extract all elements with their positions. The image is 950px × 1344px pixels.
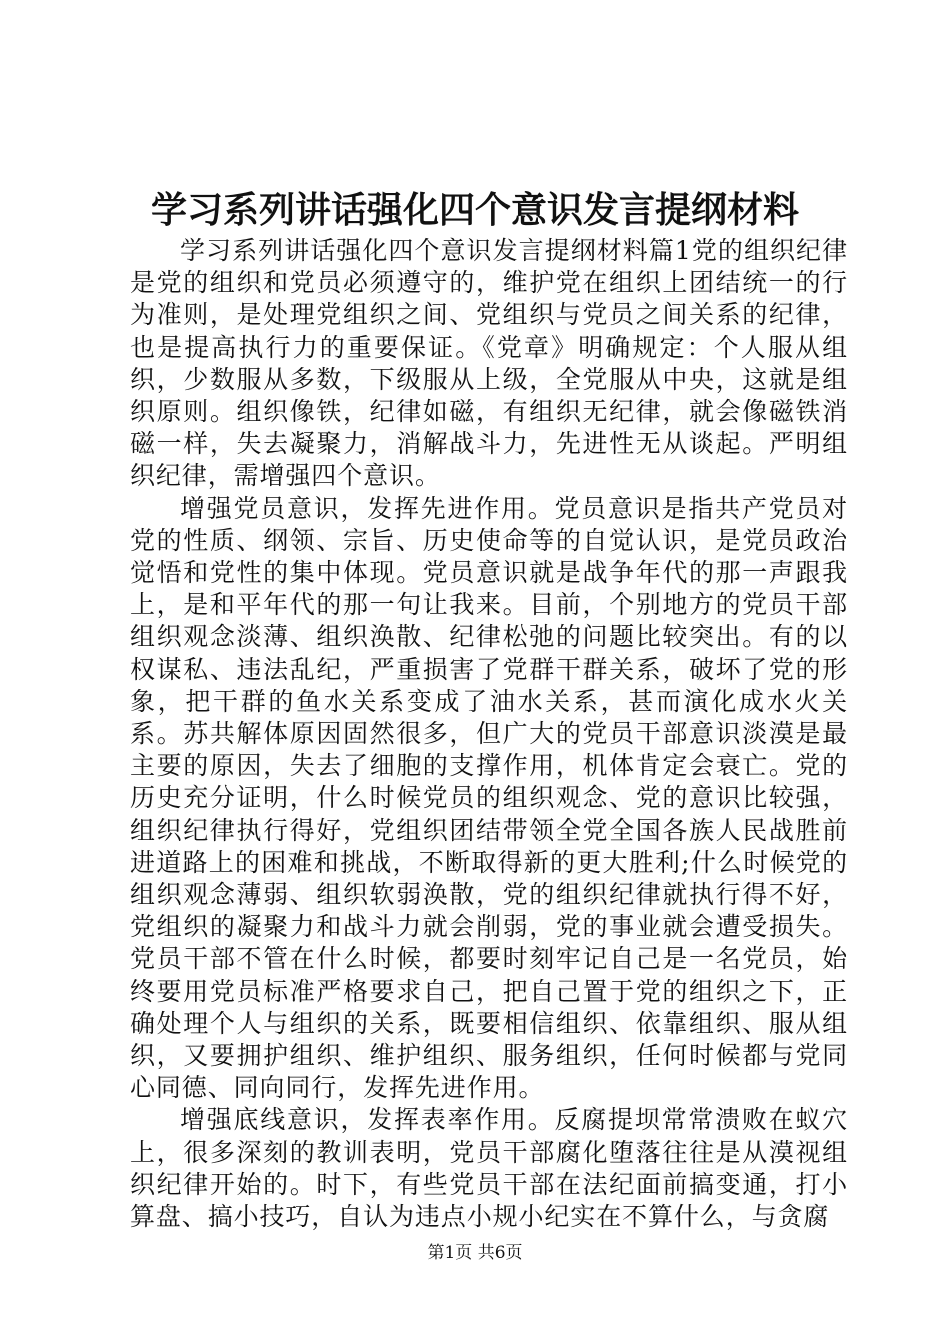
- paragraph-1: 学习系列讲话强化四个意识发言提纲材料篇1党的组织纪律是党的组织和党员必须遵守的，维护党在组织上团结统一的行为准则，是处理党组织之间、党组织与党员之间关系的纪律，也是提高执行力的重要保证。《党章》明确规定：个人服从组织，少数服从多数，下级服从上级，全党服从中央，这就是组织原则。组织像铁，纪律如磁，有组织无纪律，就会像磁铁消磁一样，失去凝聚力，消解战斗力，先进性无从谈起。严明组织纪律，需增强四个意识。: [130, 236, 848, 491]
- document-title: 学习系列讲话强化四个意识发言提纲材料: [150, 189, 799, 231]
- paragraph-2: 增强党员意识，发挥先进作用。党员意识是指共产党员对党的性质、纲领、宗旨、历史使命等的自觉认识，是党员政治觉悟和党性的集中体现。党员意识就是战争年代的那一声跟我上，是和平年代的那一句让我来。目前，个别地方的党员干部组织观念淡薄、组织涣散、纪律松弛的问题比较突出。有的以权谋私、违法乱纪，严重损害了党群干群关系，破坏了党的形象，把干群的鱼水关系变成了油水关系，甚而演化成水火关系。苏共解体原因固然很多，但广大的党员干部意识淡漠是最主要的原因，失去了细胞的支撑作用，机体肯定会衰亡。党的历史充分证明，什么时候党员的组织观念、党的意识比较强，组织纪律执行得好，党组织团结带领全党全国各族人民战胜前进道路上的困难和挑战，不断取得新的更大胜利;什么时候党的组织观念薄弱、组织软弱涣散，党的组织纪律就执行得不好，党组织的凝聚力和战斗力就会削弱，党的事业就会遭受损失。党员干部不管在什么时候，都要时刻牢记自己是一名党员，始终要用党员标准严格要求自己，把自己置于党的组织之下，正确处理个人与组织的关系，既要相信组织、依靠组织、服从组织，又要拥护组织、维护组织、服务组织，任何时候都与党同心同德、同向同行，发挥先进作用。: [130, 493, 848, 1103]
- page-footer: 第1页 共6页: [427, 1243, 523, 1263]
- paragraph-3: 增强底线意识，发挥表率作用。反腐提坝常常溃败在蚁穴上，很多深刻的教训表明，党员干部腐化堕落往往是从漠视组织纪律开始的。时下，有些党员干部在法纪面前搞变通，打小算盘、搞小技巧，自认为违点小规小纪实在不算什么，与贪腐: [130, 1105, 848, 1232]
- document-body: [130, 235, 848, 1233]
